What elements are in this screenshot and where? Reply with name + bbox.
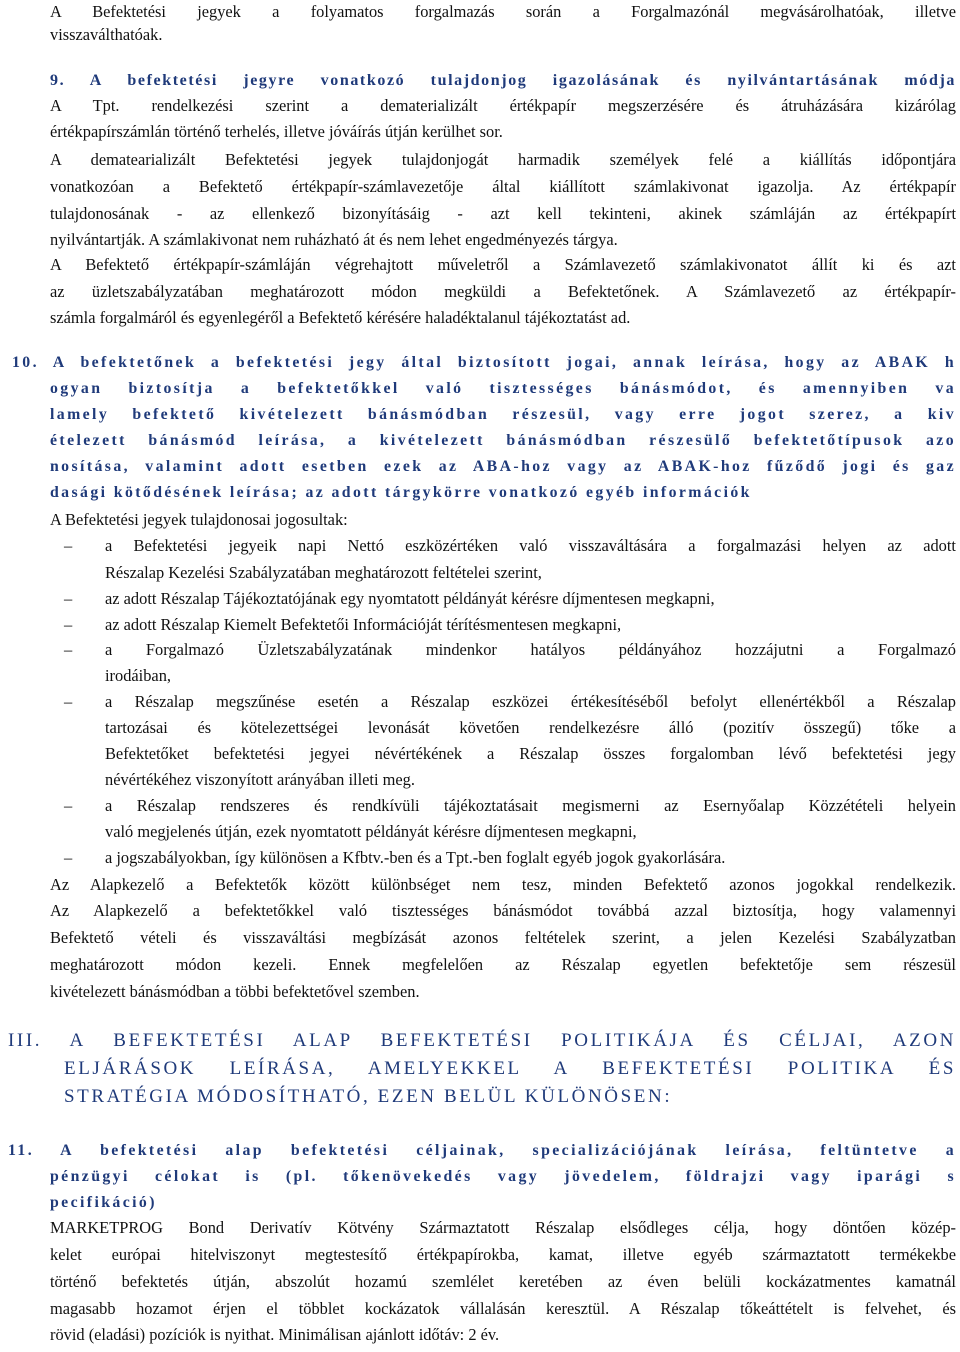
- section-10-heading: dasági kötődésének leírása; az adott tárgykörre vonatkozó egyéb információk: [50, 484, 752, 501]
- section-11-line: rövid (eladási) pozíciók is nyithat. Minimálisan ajánlott időtáv: 2 év.: [50, 1325, 500, 1344]
- section-9-heading: 9. A befektetési jegyre vonatkozó tulajdonjog igazolásának és nyilvántartásának módja: [50, 72, 956, 89]
- section-11-heading: pecifikáció): [50, 1194, 157, 1211]
- intro-line: visszaválthatóak.: [50, 25, 163, 44]
- section-9-line: vonatkozóan a Befektető értékpapír-számlavezetője által kiállított számlakivonat igazolja. Az értékpapír: [50, 177, 956, 196]
- section-10-line: Befektető vételi és visszaváltási megbízását azonos feltételek szerint, a jelen Kezelési Szabályzatban: [50, 928, 956, 947]
- section-11-line: történő befektetés útján, abszolút hozamú szemlélet keretében az éven belüli kockázatmentes kamatnál: [50, 1272, 956, 1291]
- chapter-3-heading: ELJÁRÁSOK LEÍRÁSA, AMELYEKKEL A BEFEKTETÉSI POLITIKA ÉS: [64, 1058, 956, 1079]
- list-item: Részalap Kezelési Szabályzatában meghatározott feltételei szerint,: [105, 563, 542, 582]
- dash-bullet: –: [64, 589, 73, 608]
- dash-bullet: –: [64, 615, 73, 634]
- list-item: a jogszabályokban, így különösen a Kfbtv.-ben és a Tpt.-ben foglalt egyéb jogok gyakorlására.: [105, 848, 726, 867]
- section-11-line: kelet európai hitelviszonyt megtestesítő értékpapírokba, kamat, illetve egyéb származtatott termékekbe: [50, 1245, 956, 1264]
- dash-bullet: –: [64, 640, 73, 659]
- section-10-heading: ogyan biztosítja a befektetőkkel való tisztességes bánásmódot, és amennyiben va: [50, 380, 956, 397]
- list-item: névértékéhez viszonyított arányában illeti meg.: [105, 770, 415, 789]
- section-9-line: A Befektető értékpapír-számláján végrehajtott műveletről a Számlavezető számlakivonatot állít ki és azt: [50, 255, 956, 274]
- chapter-3-heading: III. A BEFEKTETÉSI ALAP BEFEKTETÉSI POLITIKÁJA ÉS CÉLJAI, AZON: [8, 1030, 956, 1051]
- section-9-line: számla forgalmáról és egyenlegéről a Befektető kérésére haladéktalanul tájékoztatást ad.: [50, 308, 631, 327]
- list-item: a Befektetési jegyeik napi Nettó eszközértéken való visszaváltására a forgalmazási helyen az adott: [105, 536, 956, 555]
- dash-bullet: –: [64, 536, 73, 555]
- section-9-line: A dematearializált Befektetési jegyek tulajdonjogát harmadik személyek felé a kiállítás időpontjára: [50, 150, 956, 169]
- list-item: az adott Részalap Kiemelt Befektetői Információját térítésmentesen megkapni,: [105, 615, 622, 634]
- list-item: a Forgalmazó Üzletszabályzatának mindenkor hatályos példányához hozzájutni a Forgalmazó: [105, 640, 956, 659]
- list-item: a Részalap rendszeres és rendkívüli tájékoztatásait megismerni az Esernyőalap Közzétételi helyein: [105, 796, 956, 815]
- list-item: a Részalap megszűnése esetén a Részalap eszközei értékesítéséből befolyt ellenértékből a Részalap: [105, 692, 956, 711]
- list-item: való megjelenés útján, ezek nyomtatott példányát kérésre díjmentesen megkapni,: [105, 822, 637, 841]
- dash-bullet: –: [64, 848, 73, 867]
- section-10-heading: 10. A befektetőnek a befektetési jegy által biztosított jogai, annak leírása, hogy az ABAK h: [12, 354, 956, 371]
- section-10-heading: ételezett bánásmód leírása, a kivételezett bánásmódban részesülő befektetőtípusok azo: [50, 432, 956, 449]
- section-10-lead: A Befektetési jegyek tulajdonosai jogosultak:: [50, 510, 348, 529]
- section-10-heading: nosítása, valamint adott esetben ezek az ABA-hoz vagy az ABAK-hoz fűződő jogi és gaz: [50, 458, 956, 475]
- chapter-3-heading: STRATÉGIA MÓDOSÍTHATÓ, EZEN BELÜL KÜLÖNÖSEN:: [64, 1086, 673, 1107]
- section-11-heading: pénzügyi célokat is (pl. tőkenövekedés vagy jövedelem, földrajzi vagy iparági s: [50, 1168, 956, 1185]
- section-10-line: meghatározott módon kezeli. Ennek megfelelően az Részalap egyetlen befektetője sem részesül: [50, 955, 956, 974]
- section-9-line: értékpapírszámlán történő terhelés, illetve jóváírás útján kerülhet sor.: [50, 122, 503, 141]
- section-10-line: Az Alapkezelő a befektetőkkel való tisztességes bánásmódot továbbá azzal biztosítja, hogy valamennyi: [50, 901, 956, 920]
- section-9-line: tulajdonosának - az ellenkező bizonyításáig - azt kell tekinteni, akinek számláján az értékpapírt: [50, 204, 956, 223]
- section-9-line: A Tpt. rendelkezési szerint a dematerializált értékpapír megszerzésére és átruházására kizárólag: [50, 96, 956, 115]
- list-item: az adott Részalap Tájékoztatójának egy nyomtatott példányát kérésre díjmentesen megkapni,: [105, 589, 715, 608]
- section-11-line: MARKETPROG Bond Derivatív Kötvény Származtatott Részalap elsődleges célja, hogy döntően közép-: [50, 1218, 956, 1237]
- section-10-heading: lamely befektető kivételezett bánásmódban részesül, vagy erre jogot szerez, a kiv: [50, 406, 956, 423]
- section-11-line: magasabb hozamot érjen el többlet kockázatok vállalásán keresztül. A Részalap tőkeáttételt is felvehet, és: [50, 1299, 956, 1318]
- intro-line: A Befektetési jegyek a folyamatos forgalmazás során a Forgalmazónál megvásárolhatóak, illetve: [50, 2, 956, 21]
- section-9-line: az üzletszabályzatában meghatározott módon megküldi a Befektetőnek. A Számlavezető az értékpapír-: [50, 282, 956, 301]
- dash-bullet: –: [64, 692, 73, 711]
- dash-bullet: –: [64, 796, 73, 815]
- list-item: irodáiban,: [105, 666, 171, 685]
- section-9-line: nyilvántartják. A számlakivonat nem ruházható át és nem lehet engedményezés tárgya.: [50, 230, 618, 249]
- list-item: tartozásai és kötelezettségei levonását követően rendelkezésre álló (pozitív összegű) tőke a: [105, 718, 956, 737]
- list-item: Befektetőket befektetési jegyei névértékének a Részalap összes forgalomban lévő befektetési jegy: [105, 744, 956, 763]
- section-10-line: Az Alapkezelő a Befektetők között különbséget nem tesz, minden Befektető azonos jogokkal rendelkezik.: [50, 875, 956, 894]
- section-10-line: kivételezett bánásmódban a többi befektetővel szemben.: [50, 982, 420, 1001]
- section-11-heading: 11. A befektetési alap befektetési céljainak, specializációjának leírása, feltüntetve a: [8, 1142, 956, 1159]
